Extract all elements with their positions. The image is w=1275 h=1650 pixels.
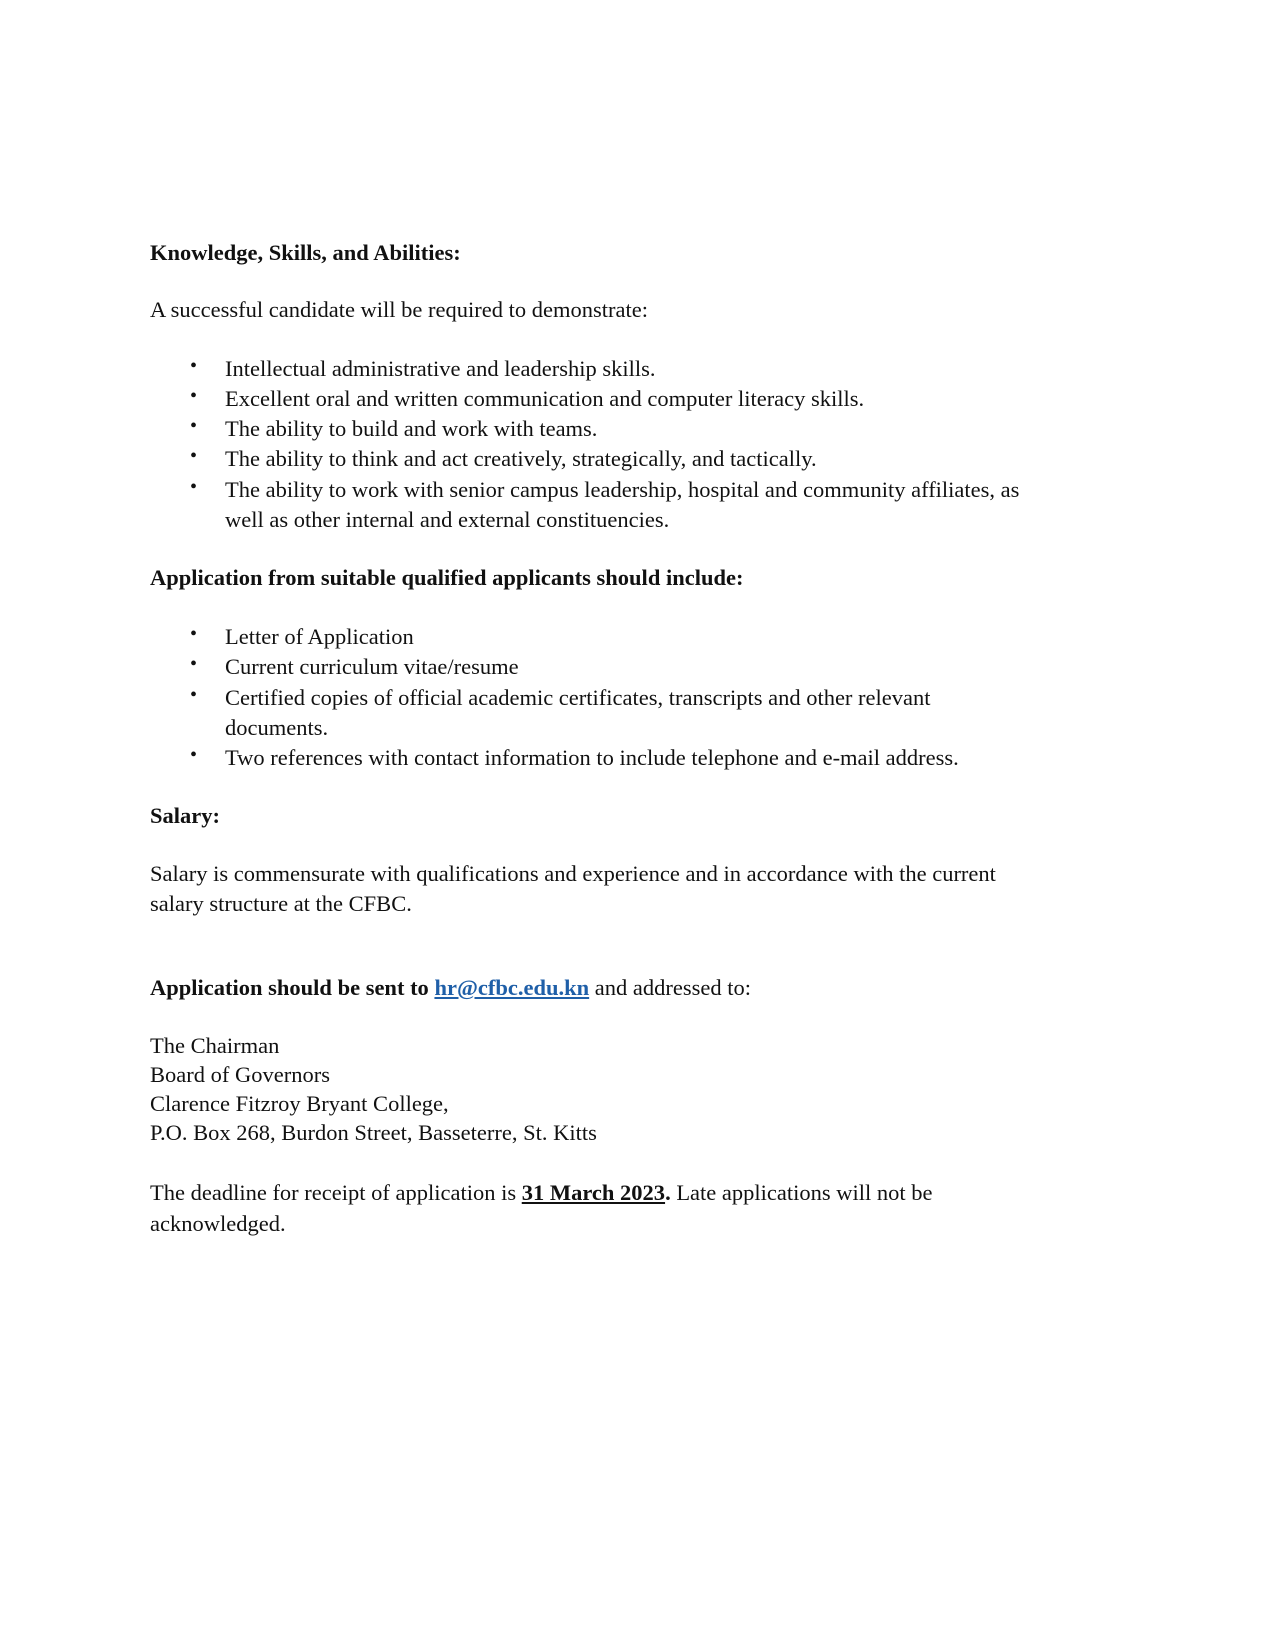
address-line: P.O. Box 268, Burdon Street, Basseterre, St. Kitts [150, 1120, 597, 1145]
salary-text-line2: salary structure at the CFBC. [150, 891, 412, 916]
list-item-text-continued: documents. [225, 715, 329, 740]
bullet-icon: • [190, 684, 198, 706]
application-heading: Application from suitable qualified applicants should include: [150, 565, 744, 590]
list-item-text: The ability to think and act creatively, strategically, and tactically. [225, 446, 817, 471]
list-item-text: Intellectual administrative and leadership skills. [225, 356, 656, 381]
address-line: The Chairman [150, 1033, 280, 1058]
send-instructions [150, 973, 751, 1003]
salary-heading: Salary: [150, 803, 220, 828]
bullet-icon: • [190, 476, 198, 498]
send-prefix: Application should be sent to [150, 975, 429, 1000]
deadline-suffix: Late applications will not be [676, 1180, 933, 1205]
deadline-line1 [150, 1178, 933, 1208]
ksa-intro: A successful candidate will be required to demonstrate: [150, 297, 648, 322]
list-item-text: Two references with contact information to include telephone and e-mail address. [225, 745, 959, 770]
address-line: Board of Governors [150, 1062, 330, 1087]
bullet-icon: • [190, 415, 198, 437]
deadline-period: . [665, 1180, 671, 1205]
list-item-text: Letter of Application [225, 624, 414, 649]
bullet-icon: • [190, 623, 198, 645]
send-suffix: and addressed to: [594, 975, 751, 1000]
address-line: Clarence Fitzroy Bryant College, [150, 1091, 449, 1116]
bullet-icon: • [190, 653, 198, 675]
bullet-icon: • [190, 355, 198, 377]
list-item-text-continued: well as other internal and external constituencies. [225, 507, 670, 532]
ksa-heading: Knowledge, Skills, and Abilities: [150, 240, 461, 265]
bullet-icon: • [190, 445, 198, 467]
list-item-text: The ability to build and work with teams. [225, 416, 598, 441]
deadline-prefix: The deadline for receipt of application is [150, 1180, 517, 1205]
email-link[interactable]: hr@cfbc.edu.kn [434, 975, 590, 1000]
list-item-text: The ability to work with senior campus leadership, hospital and community affiliates, as [225, 477, 1020, 502]
salary-text-line1: Salary is commensurate with qualifications and experience and in accordance with the current [150, 861, 996, 886]
list-item-text: Current curriculum vitae/resume [225, 654, 519, 679]
deadline-date: 31 March 2023 [521, 1180, 666, 1205]
list-item-text: Excellent oral and written communication and computer literacy skills. [225, 386, 865, 411]
bullet-icon: • [190, 744, 198, 766]
list-item-text: Certified copies of official academic certificates, transcripts and other relevant [225, 685, 931, 710]
bullet-icon: • [190, 385, 198, 407]
deadline-line2: acknowledged. [150, 1211, 286, 1236]
